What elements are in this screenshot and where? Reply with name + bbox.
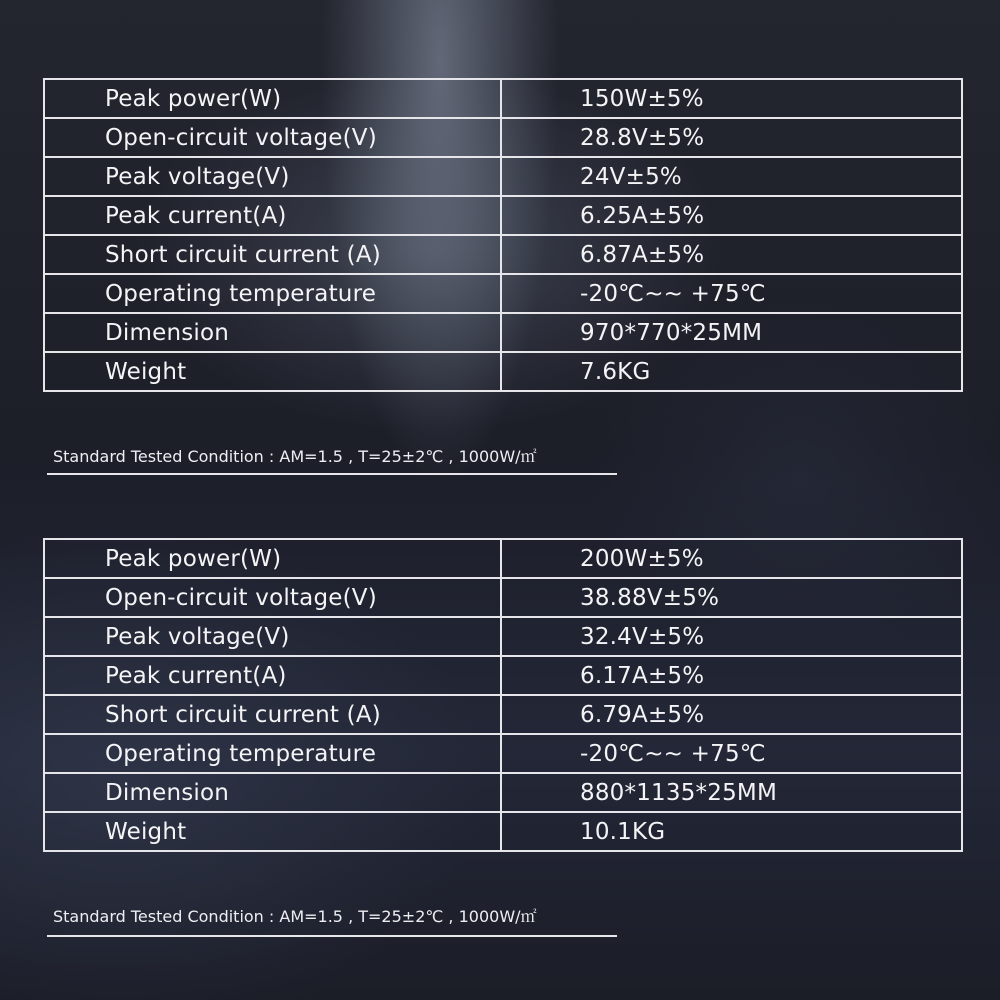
table-row: [44, 656, 962, 695]
spec-value: 7.6KG: [501, 352, 962, 391]
spec-value: 880*1135*25MM: [501, 773, 962, 812]
spec-value: 6.17A±5%: [501, 656, 962, 695]
spec-value: 32.4V±5%: [501, 617, 962, 656]
table-row: [44, 695, 962, 734]
table-row: [44, 274, 962, 313]
spec-label: Weight: [44, 352, 501, 391]
spec-label: Short circuit current (A): [44, 235, 501, 274]
test-condition-note: Standard Tested Condition : AM=1.5 , T=25±2℃ , 1000W/㎡: [53, 447, 537, 466]
spec-value: 150W±5%: [501, 79, 962, 118]
spec-label: Dimension: [44, 773, 501, 812]
spec-panel-150w: [43, 78, 963, 466]
spec-label: Peak voltage(V): [44, 617, 501, 656]
spec-value: 38.88V±5%: [501, 578, 962, 617]
spec-label: Operating temperature: [44, 734, 501, 773]
table-row: [44, 734, 962, 773]
spec-label: Operating temperature: [44, 274, 501, 313]
spec-table: [43, 538, 963, 852]
spec-label: Peak current(A): [44, 196, 501, 235]
table-row: [44, 196, 962, 235]
spec-value: 6.79A±5%: [501, 695, 962, 734]
spec-label: Short circuit current (A): [44, 695, 501, 734]
table-row: [44, 617, 962, 656]
spec-label: Peak power(W): [44, 539, 501, 578]
spec-value: -20℃~~ +75℃: [501, 274, 962, 313]
table-row: [44, 773, 962, 812]
spec-value: 970*770*25MM: [501, 313, 962, 352]
spec-label: Weight: [44, 812, 501, 851]
table-row: [44, 79, 962, 118]
spec-panel-200w: [43, 538, 963, 926]
test-condition-note: Standard Tested Condition : AM=1.5 , T=25±2℃ , 1000W/㎡: [53, 907, 537, 926]
condition-underline: [47, 473, 617, 475]
spec-value: 10.1KG: [501, 812, 962, 851]
spec-value: -20℃~~ +75℃: [501, 734, 962, 773]
table-row: [44, 118, 962, 157]
spec-label: Open-circuit voltage(V): [44, 118, 501, 157]
condition-underline: [47, 935, 617, 937]
spec-label: Peak voltage(V): [44, 157, 501, 196]
table-row: [44, 352, 962, 391]
spec-value: 28.8V±5%: [501, 118, 962, 157]
table-row: [44, 313, 962, 352]
table-row: [44, 539, 962, 578]
spec-table: [43, 78, 963, 392]
table-row: [44, 578, 962, 617]
spec-value: 24V±5%: [501, 157, 962, 196]
spec-value: 6.87A±5%: [501, 235, 962, 274]
table-row: [44, 812, 962, 851]
table-row: [44, 157, 962, 196]
spec-label: Peak power(W): [44, 79, 501, 118]
spec-label: Open-circuit voltage(V): [44, 578, 501, 617]
spec-label: Peak current(A): [44, 656, 501, 695]
table-row: [44, 235, 962, 274]
spec-value: 200W±5%: [501, 539, 962, 578]
spec-value: 6.25A±5%: [501, 196, 962, 235]
spec-label: Dimension: [44, 313, 501, 352]
